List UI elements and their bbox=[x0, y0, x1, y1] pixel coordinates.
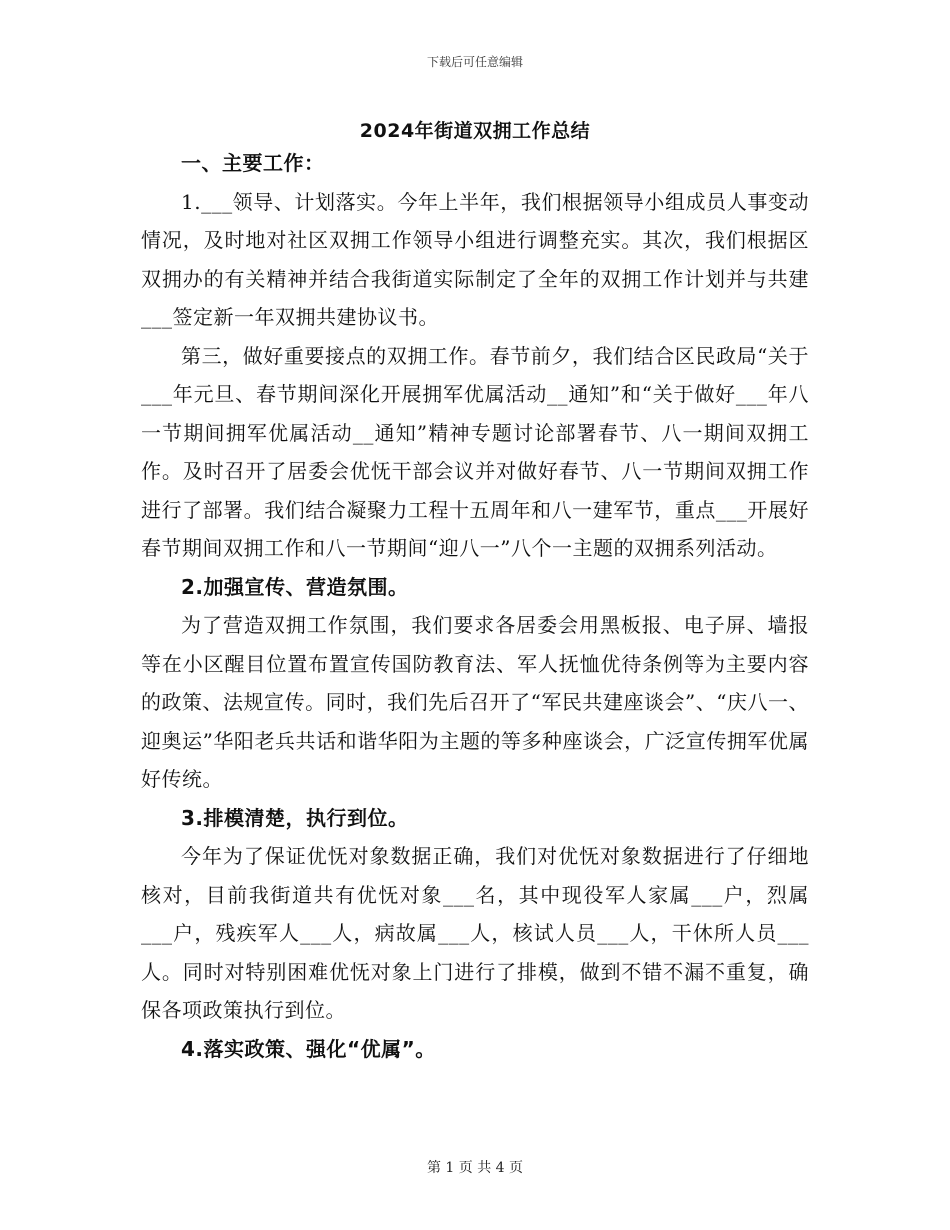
paragraph-1: 1.___领导、计划落实。今年上半年，我们根据领导小组成员人事变动情况，及时地对社区双拥工作领导小组进行调整充实。其次，我们根据区双拥办的有关精神并结合我街道实际制定了全年的双拥工作计划并与共建___签定新一年双拥共建协议书。 bbox=[141, 189, 809, 329]
paragraph-3: 为了营造双拥工作氛围，我们要求各居委会用黑板报、电子屏、墙报等在小区醒目位置布置宣传国防教育法、军人抚恤优待条例等为主要内容的政策、法规宣传。同时，我们先后召开了“军民共建座谈会”、“庆八一、迎奥运”华阳老兵共话和谐华阳为主题的等多种座谈会，广泛宣传拥军优属好传统。 bbox=[141, 613, 809, 791]
subheading-2: 2.加强宣传、营造氛围。 bbox=[181, 574, 409, 599]
section-heading: 一、主要工作： bbox=[181, 151, 325, 175]
paragraph-2: 第三，做好重要接点的双拥工作。春节前夕，我们结合区民政局“关于___年元旦、春节期间深化开展拥军优属活动__通知”和“关于做好___年八一节期间拥军优属活动__通知”精神专题讨论部署春节、八一期间双拥工作。及时召开了居委会优怃干部会议并对做好春节、八一节期间双拥工作进行了部署。我们结合凝聚力工程十五周年和八一建军节，重点___开展好春节期间双拥工作和八一节期间“迎八一”八个一主题的双拥系列活动。 bbox=[141, 343, 809, 560]
subheading-3: 3.排模清楚，执行到位。 bbox=[181, 805, 409, 830]
document-title: 2024年街道双拥工作总结 bbox=[359, 120, 591, 142]
header-note: 下载后可任意编辑 bbox=[426, 55, 523, 69]
paragraph-4: 今年为了保证优怃对象数据正确，我们对优怃对象数据进行了仔细地核对，目前我街道共有优怃对象___名，其中现役军人家属___户，烈属___户，残疾军人___人，病故属___人，核试人员___人，干休所人员___人。同时对特别困难优怃对象上门进行了排模，做到不错不漏不重复，确保各项政策执行到位。 bbox=[141, 844, 809, 1022]
subheading-4: 4.落实政策、强化“优属”。 bbox=[181, 1036, 436, 1061]
page-footer: 第 1 页 共 4 页 bbox=[426, 1160, 524, 1176]
document-body bbox=[141, 144, 809, 1068]
